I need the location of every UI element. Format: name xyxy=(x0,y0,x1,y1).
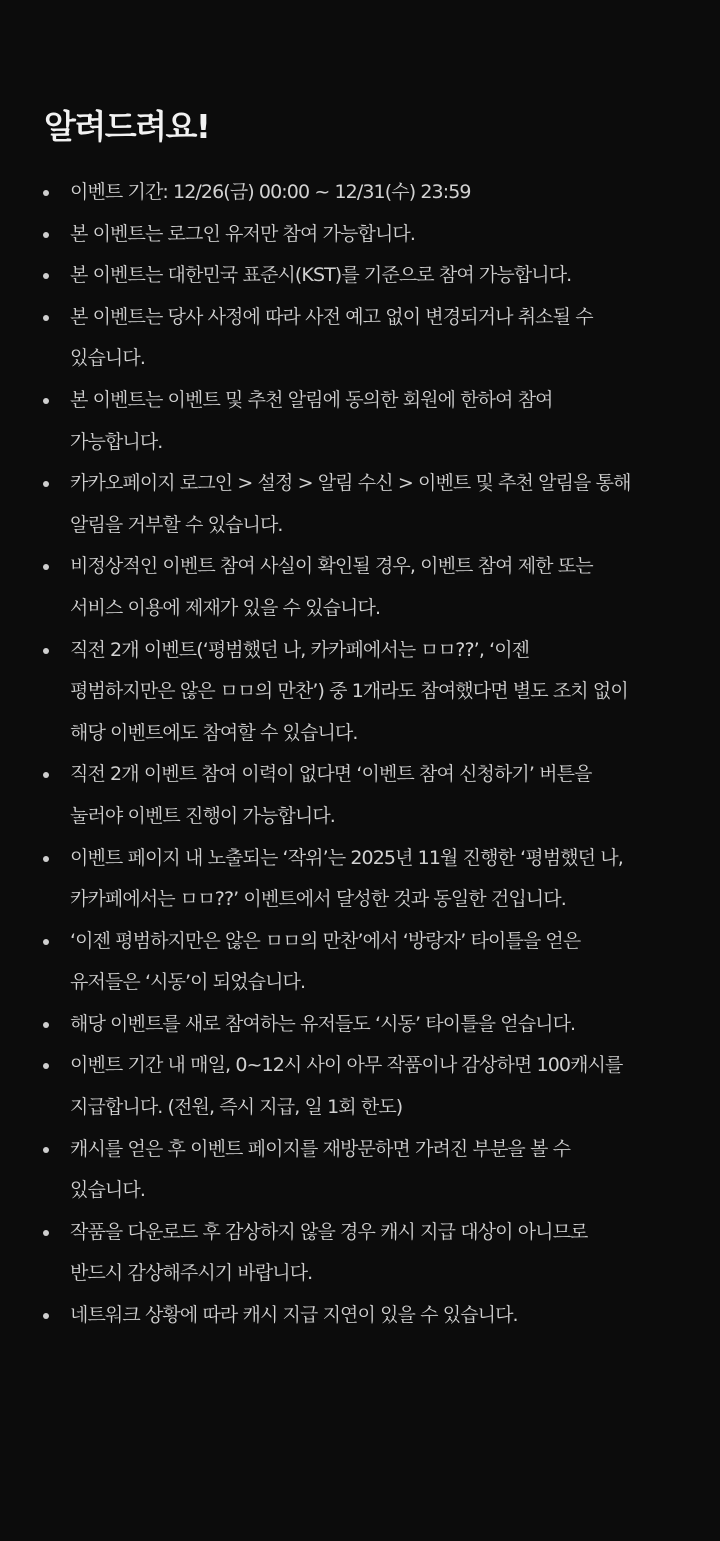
notice-item-text: 카카오페이지 로그인 > 설정 > 알림 수신 > 이벤트 및 추천 알림을 통해 알림을 거부할 수 있습니다. xyxy=(70,472,631,536)
bullet-icon xyxy=(43,564,49,570)
notice-item-login-only xyxy=(0,214,720,256)
notice-item-consent xyxy=(0,380,720,463)
bullet-icon xyxy=(43,190,49,196)
notice-item-text: 본 이벤트는 로그인 유저만 참여 가능합니다. xyxy=(70,222,416,245)
bullet-icon xyxy=(43,1313,49,1319)
bullet-icon xyxy=(43,1022,49,1028)
notice-item-download xyxy=(0,1212,720,1295)
bullet-icon xyxy=(43,481,49,487)
notice-list xyxy=(0,172,720,1337)
notice-item-text: 해당 이벤트를 새로 참여하는 유저들도 ‘시동’ 타이틀을 얻습니다. xyxy=(70,1012,576,1035)
notice-item-text: 이벤트 기간: 12/26(금) 00:00 ~ 12/31(수) 23:59 xyxy=(70,181,471,203)
bullet-icon xyxy=(43,273,49,279)
notice-item-previous-events xyxy=(0,630,720,755)
notice-item-period xyxy=(0,172,720,214)
bullet-icon xyxy=(43,398,49,404)
notice-item-text: 캐시를 얻은 후 이벤트 페이지를 재방문하면 가려진 부분을 볼 수 있습니다. xyxy=(70,1137,571,1202)
notice-item-title-wanderer xyxy=(0,921,720,1004)
notice-item-text: 직전 2개 이벤트(‘평범했던 나, 카카페에서는 ㅁㅁ??’, ‘이젠 평범하지만은 않은 ㅁㅁ의 만찬’) 중 1개라도 참여했다면 별도 조치 없이 해당 이벤트에도 참여할 수 있습니다. xyxy=(70,638,628,744)
bullet-icon xyxy=(43,856,49,862)
notice-item-text: 비정상적인 이벤트 참여 사실이 확인될 경우, 이벤트 참여 제한 또는 서비스 이용에 제재가 있을 수 있습니다. xyxy=(70,555,593,619)
bullet-icon xyxy=(43,648,49,654)
notice-item-daily-cash xyxy=(0,1045,720,1128)
bullet-icon xyxy=(43,315,49,321)
notice-item-text: 본 이벤트는 이벤트 및 추천 알림에 동의한 회원에 한하여 참여 가능합니다. xyxy=(70,388,553,453)
notice-item-change-notice xyxy=(0,297,720,380)
notice-item-network-delay xyxy=(0,1295,720,1337)
bullet-icon xyxy=(43,772,49,778)
notice-item-rank xyxy=(0,838,720,921)
notice-item-abuse xyxy=(0,546,720,629)
notice-title: 알려드려요! xyxy=(44,107,210,146)
bullet-icon xyxy=(43,1230,49,1236)
notice-item-text: 직전 2개 이벤트 참여 이력이 없다면 ‘이벤트 참여 신청하기’ 버튼을 눌러야 이벤트 진행이 가능합니다. xyxy=(70,763,592,827)
notice-item-revisit xyxy=(0,1129,720,1212)
notice-item-new-users xyxy=(0,1004,720,1046)
notice-item-text: 본 이벤트는 당사 사정에 따라 사전 예고 없이 변경되거나 취소될 수 있습니다. xyxy=(70,305,593,370)
notice-item-apply-button xyxy=(0,754,720,837)
notice-item-text: 이벤트 페이지 내 노출되는 ‘작위’는 2025년 11월 진행한 ‘평범했던 나, 카카페에서는 ㅁㅁ??’ 이벤트에서 달성한 것과 동일한 건입니다. xyxy=(70,846,623,911)
bullet-icon xyxy=(43,1063,49,1069)
notice-item-kst xyxy=(0,255,720,297)
bullet-icon xyxy=(43,1147,49,1153)
notice-item-text: 네트워크 상황에 따라 캐시 지급 지연이 있을 수 있습니다. xyxy=(70,1304,518,1327)
bullet-icon xyxy=(43,939,49,945)
notice-item-text: 본 이벤트는 대한민국 표준시(KST)를 기준으로 참여 가능합니다. xyxy=(70,264,572,287)
bullet-icon xyxy=(43,232,49,238)
notice-item-opt-out xyxy=(0,463,720,546)
notice-item-text: 작품을 다운로드 후 감상하지 않을 경우 캐시 지급 대상이 아니므로 반드시 감상해주시기 바랍니다. xyxy=(70,1220,588,1285)
notice-item-text: ‘이젠 평범하지만은 않은 ㅁㅁ의 만찬’에서 ‘방랑자’ 타이틀을 얻은 유저들은 ‘시동’이 되었습니다. xyxy=(70,929,581,994)
notice-item-text: 이벤트 기간 내 매일, 0~12시 사이 아무 작품이나 감상하면 100캐시를 지급합니다. (전원, 즉시 지급, 일 1회 한도) xyxy=(70,1054,623,1119)
